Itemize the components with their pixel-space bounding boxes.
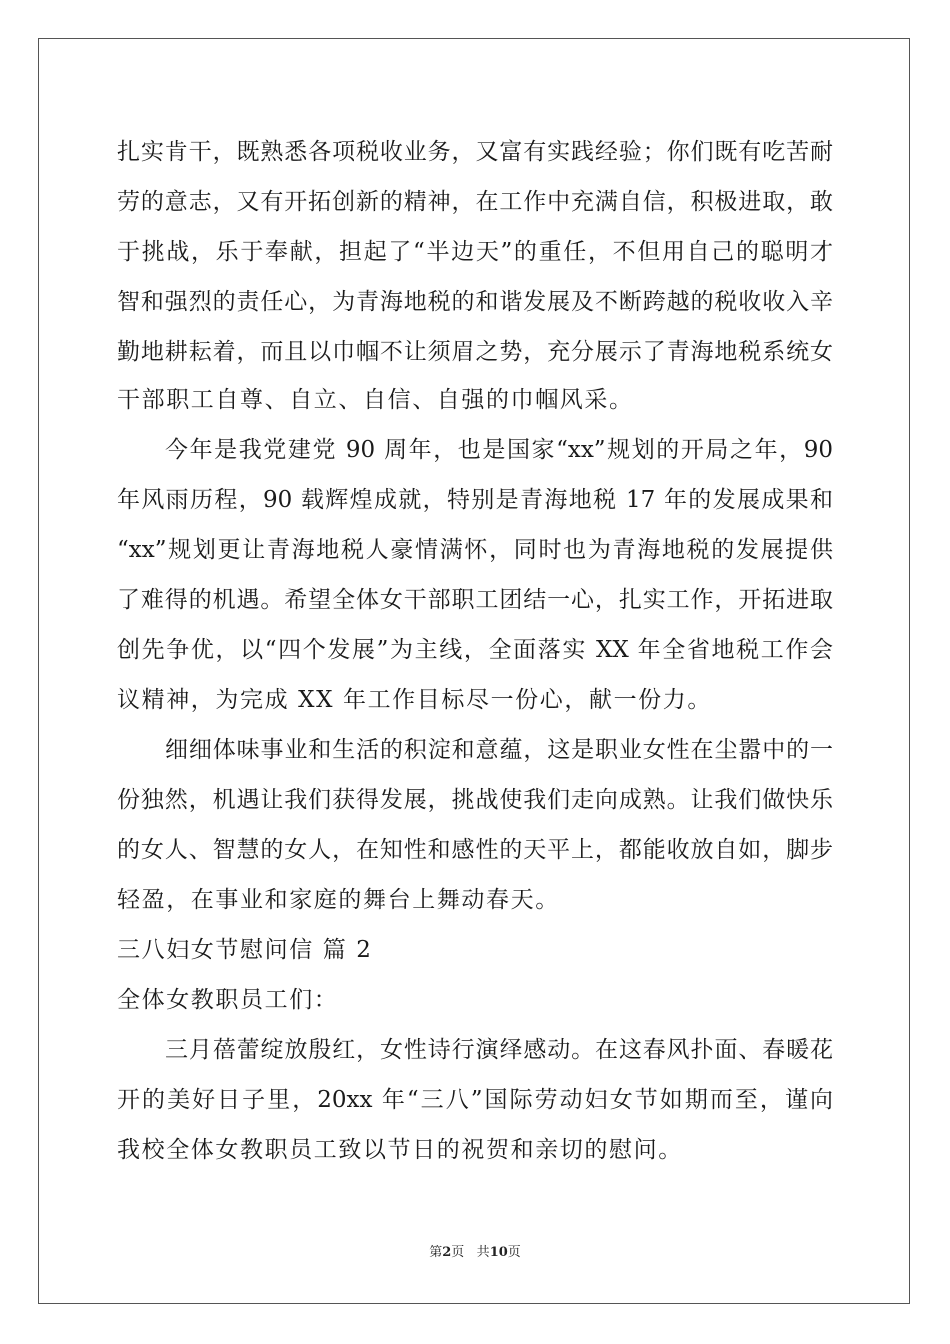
paragraph-first-line: 细细体味事业和生活的积淀和意蕴，这是职业女性在尘嚣中的一: [165, 737, 833, 763]
footer-total-pages: 10: [489, 1245, 508, 1260]
text-line: 了难得的机遇。希望全体女干部职工团结一心，扎实工作，开拓进取: [117, 587, 833, 613]
footer-page-suffix: 页: [451, 1245, 465, 1260]
text-line: 于挑战，乐于奉献，担起了“半边天”的重任，不但用自己的聪明才: [117, 239, 833, 265]
salutation: 全体女教职员工们：: [117, 987, 339, 1013]
text-line: 创先争优，以“四个发展”为主线，全面落实 XX 年全省地税工作会: [117, 637, 833, 663]
section-heading: 三八妇女节慰问信 篇 2: [117, 937, 373, 963]
footer-total-prefix: 共: [476, 1245, 490, 1260]
text-line: 轻盈，在事业和家庭的舞台上舞动春天。: [117, 887, 560, 913]
text-line: 勤地耕耘着，而且以巾帼不让须眉之势，充分展示了青海地税系统女: [117, 339, 833, 365]
paragraph-first-line: 三月蓓蕾绽放殷红，女性诗行演绎感动。在这春风扑面、春暖花: [165, 1037, 833, 1063]
text-line: 份独然，机遇让我们获得发展，挑战使我们走向成熟。让我们做快乐: [117, 787, 833, 813]
text-line: 我校全体女教职员工致以节日的祝贺和亲切的慰问。: [117, 1137, 683, 1163]
footer-page-number: 2: [442, 1245, 452, 1260]
text-line: 干部职工自尊、自立、自信、自强的巾帼风采。: [117, 387, 634, 413]
text-line: 扎实肯干，既熟悉各项税收业务，又富有实践经验；你们既有吃苦耐: [117, 139, 833, 165]
text-line: 劳的意志，又有开拓创新的精神，在工作中充满自信，积极进取，敢: [117, 189, 833, 215]
text-line: 议精神，为完成 XX 年工作目标尽一份心，献一份力。: [117, 687, 712, 713]
text-line: 开的美好日子里，20xx 年“三八”国际劳动妇女节如期而至，谨向: [117, 1087, 833, 1113]
text-line: 的女人、智慧的女人，在知性和感性的天平上，都能收放自如，脚步: [117, 837, 833, 863]
text-line: 智和强烈的责任心，为青海地税的和谐发展及不断跨越的税收收入辛: [117, 289, 833, 315]
paragraph-first-line: 今年是我党建党 90 周年，也是国家“xx”规划的开局之年，90: [165, 437, 833, 463]
footer-prefix: 第: [429, 1245, 443, 1260]
text-line: “xx”规划更让青海地税人豪情满怀，同时也为青海地税的发展提供: [117, 537, 833, 563]
page-footer: [0, 1244, 950, 1262]
text-line: 年风雨历程，90 载辉煌成就，特别是青海地税 17 年的发展成果和: [117, 487, 833, 513]
footer-total-suffix: 页: [507, 1245, 521, 1260]
